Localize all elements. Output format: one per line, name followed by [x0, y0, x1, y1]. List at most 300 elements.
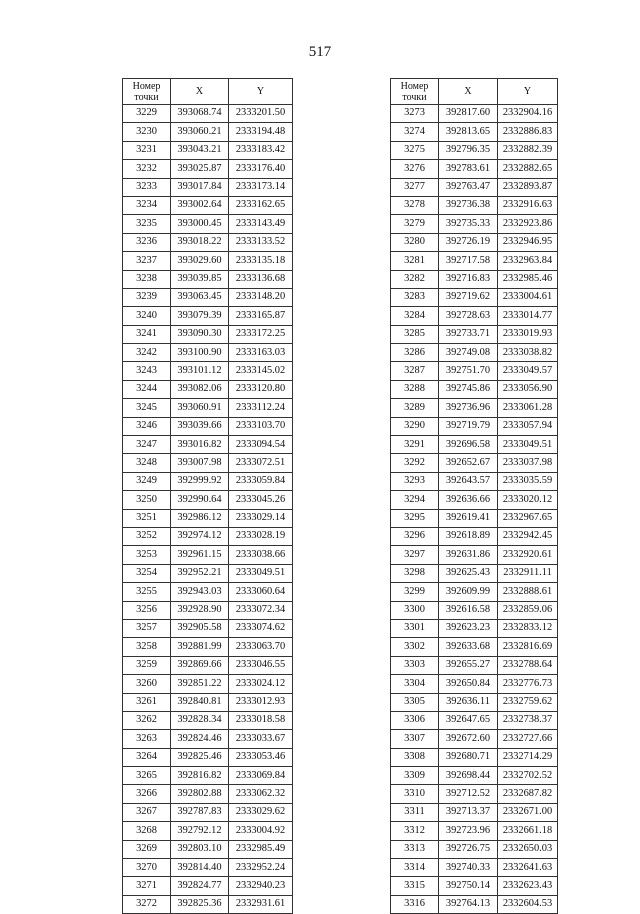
table-row: [123, 123, 293, 141]
table-row: [123, 767, 293, 785]
cell-y: 2333074.62: [229, 619, 293, 637]
cell-y: 2333012.93: [229, 693, 293, 711]
cell-y: 2333029.14: [229, 509, 293, 527]
cell-x: 392952.21: [171, 564, 229, 582]
cell-x: 393079.39: [171, 307, 229, 325]
cell-y: 2333038.82: [498, 344, 558, 362]
table-row: [123, 436, 293, 454]
table-row: [391, 178, 558, 196]
cell-point-number: 3285: [391, 325, 439, 343]
cell-y: 2332661.18: [498, 822, 558, 840]
cell-point-number: 3253: [123, 546, 171, 564]
cell-point-number: 3286: [391, 344, 439, 362]
table-row: [391, 675, 558, 693]
table-header-row: [391, 79, 558, 105]
table-row: [391, 859, 558, 877]
cell-x: 393000.45: [171, 215, 229, 233]
cell-point-number: 3263: [123, 730, 171, 748]
cell-y: 2332714.29: [498, 748, 558, 766]
cell-y: 2333056.90: [498, 380, 558, 398]
table-row: [391, 436, 558, 454]
cell-x: 393060.91: [171, 399, 229, 417]
cell-point-number: 3300: [391, 601, 439, 619]
cell-x: 392633.68: [439, 638, 498, 656]
table-row: [123, 748, 293, 766]
cell-x: 392750.14: [439, 877, 498, 895]
cell-point-number: 3284: [391, 307, 439, 325]
table-row: [391, 767, 558, 785]
cell-point-number: 3251: [123, 509, 171, 527]
cell-x: 393100.90: [171, 344, 229, 362]
table-row: [391, 638, 558, 656]
table-row: [123, 252, 293, 270]
cell-y: 2333163.03: [229, 344, 293, 362]
cell-y: 2333183.42: [229, 141, 293, 159]
cell-y: 2333057.94: [498, 417, 558, 435]
cell-y: 2332952.24: [229, 859, 293, 877]
cell-point-number: 3304: [391, 675, 439, 693]
cell-x: 393090.30: [171, 325, 229, 343]
cell-point-number: 3290: [391, 417, 439, 435]
table-row: [391, 583, 558, 601]
cell-point-number: 3232: [123, 160, 171, 178]
cell-point-number: 3274: [391, 123, 439, 141]
table-row: [123, 399, 293, 417]
table-row: [391, 564, 558, 582]
cell-x: 393002.64: [171, 196, 229, 214]
cell-y: 2333103.70: [229, 417, 293, 435]
table-row: [391, 454, 558, 472]
table-row: [123, 288, 293, 306]
cell-point-number: 3294: [391, 491, 439, 509]
cell-x: 392751.70: [439, 362, 498, 380]
cell-x: 392763.47: [439, 178, 498, 196]
cell-point-number: 3310: [391, 785, 439, 803]
table-row: [391, 748, 558, 766]
cell-x: 393029.60: [171, 252, 229, 270]
cell-point-number: 3312: [391, 822, 439, 840]
cell-y: 2332759.62: [498, 693, 558, 711]
cell-point-number: 3248: [123, 454, 171, 472]
page-number: 517: [308, 44, 332, 60]
table-row: [123, 141, 293, 159]
cell-point-number: 3262: [123, 711, 171, 729]
cell-y: 2333020.12: [498, 491, 558, 509]
cell-y: 2332940.23: [229, 877, 293, 895]
cell-point-number: 3233: [123, 178, 171, 196]
table-row: [391, 344, 558, 362]
cell-x: 393039.66: [171, 417, 229, 435]
coordinates-table-left: [122, 78, 293, 914]
cell-point-number: 3255: [123, 583, 171, 601]
cell-x: 392824.77: [171, 877, 229, 895]
cell-point-number: 3308: [391, 748, 439, 766]
table-row: [123, 895, 293, 913]
cell-y: 2332641.63: [498, 859, 558, 877]
table-row: [391, 491, 558, 509]
cell-x: 392825.46: [171, 748, 229, 766]
cell-x: 392824.46: [171, 730, 229, 748]
table-row: [123, 693, 293, 711]
cell-y: 2333014.77: [498, 307, 558, 325]
cell-y: 2333024.12: [229, 675, 293, 693]
cell-y: 2333029.62: [229, 803, 293, 821]
cell-point-number: 3316: [391, 895, 439, 913]
cell-x: 392625.43: [439, 564, 498, 582]
cell-point-number: 3301: [391, 619, 439, 637]
cell-y: 2332776.73: [498, 675, 558, 693]
cell-y: 2332923.86: [498, 215, 558, 233]
cell-x: 392999.92: [171, 472, 229, 490]
cell-y: 2333004.92: [229, 822, 293, 840]
cell-x: 392616.58: [439, 601, 498, 619]
table-row: [123, 583, 293, 601]
table-row: [391, 417, 558, 435]
table-row: [123, 638, 293, 656]
cell-x: 392792.12: [171, 822, 229, 840]
cell-point-number: 3269: [123, 840, 171, 858]
cell-x: 392974.12: [171, 527, 229, 545]
table-row: [391, 619, 558, 637]
table-row: [391, 141, 558, 159]
cell-point-number: 3257: [123, 619, 171, 637]
table-row: [391, 711, 558, 729]
cell-y: 2332882.65: [498, 160, 558, 178]
cell-y: 2333094.54: [229, 436, 293, 454]
cell-y: 2333063.70: [229, 638, 293, 656]
cell-x: 392813.65: [439, 123, 498, 141]
table-row: [391, 509, 558, 527]
header-point-number: Номер точки: [391, 79, 439, 105]
cell-point-number: 3303: [391, 656, 439, 674]
cell-x: 392650.84: [439, 675, 498, 693]
cell-point-number: 3264: [123, 748, 171, 766]
cell-y: 2332833.12: [498, 619, 558, 637]
cell-point-number: 3246: [123, 417, 171, 435]
table-row: [391, 546, 558, 564]
table-row: [391, 233, 558, 251]
cell-y: 2332650.03: [498, 840, 558, 858]
cell-y: 2333162.65: [229, 196, 293, 214]
cell-point-number: 3245: [123, 399, 171, 417]
cell-y: 2333004.61: [498, 288, 558, 306]
cell-y: 2333019.93: [498, 325, 558, 343]
cell-y: 2332920.61: [498, 546, 558, 564]
cell-x: 392881.99: [171, 638, 229, 656]
header-y: Y: [229, 79, 293, 105]
table-row: [123, 619, 293, 637]
cell-point-number: 3249: [123, 472, 171, 490]
cell-x: 392680.71: [439, 748, 498, 766]
header-point-number: Номер точки: [123, 79, 171, 105]
cell-x: 393025.87: [171, 160, 229, 178]
cell-point-number: 3267: [123, 803, 171, 821]
cell-x: 392802.88: [171, 785, 229, 803]
table-row: [123, 859, 293, 877]
cell-y: 2332893.87: [498, 178, 558, 196]
cell-y: 2333176.40: [229, 160, 293, 178]
cell-point-number: 3283: [391, 288, 439, 306]
cell-x: 392609.99: [439, 583, 498, 601]
cell-point-number: 3282: [391, 270, 439, 288]
table-row: [391, 215, 558, 233]
cell-x: 393068.74: [171, 105, 229, 123]
cell-point-number: 3273: [391, 105, 439, 123]
cell-point-number: 3306: [391, 711, 439, 729]
cell-point-number: 3252: [123, 527, 171, 545]
cell-x: 392745.86: [439, 380, 498, 398]
cell-x: 392716.83: [439, 270, 498, 288]
cell-x: 393017.84: [171, 178, 229, 196]
cell-y: 2332967.65: [498, 509, 558, 527]
cell-point-number: 3256: [123, 601, 171, 619]
cell-y: 2333033.67: [229, 730, 293, 748]
table-row: [391, 252, 558, 270]
table-row: [391, 399, 558, 417]
cell-x: 392723.96: [439, 822, 498, 840]
table-row: [391, 601, 558, 619]
cell-y: 2333046.55: [229, 656, 293, 674]
cell-x: 392828.34: [171, 711, 229, 729]
cell-y: 2333045.26: [229, 491, 293, 509]
cell-x: 393039.85: [171, 270, 229, 288]
cell-point-number: 3243: [123, 362, 171, 380]
cell-x: 392647.65: [439, 711, 498, 729]
table-row: [123, 803, 293, 821]
table-row: [391, 803, 558, 821]
table-row: [123, 711, 293, 729]
cell-point-number: 3289: [391, 399, 439, 417]
table-row: [123, 730, 293, 748]
cell-point-number: 3235: [123, 215, 171, 233]
cell-x: 392817.60: [439, 105, 498, 123]
table-row: [123, 160, 293, 178]
table-row: [391, 362, 558, 380]
cell-point-number: 3250: [123, 491, 171, 509]
cell-point-number: 3296: [391, 527, 439, 545]
cell-x: 392928.90: [171, 601, 229, 619]
cell-y: 2332604.53: [498, 895, 558, 913]
cell-point-number: 3234: [123, 196, 171, 214]
cell-x: 392851.22: [171, 675, 229, 693]
table-row: [391, 895, 558, 913]
cell-x: 392655.27: [439, 656, 498, 674]
table-row: [123, 417, 293, 435]
cell-y: 2333069.84: [229, 767, 293, 785]
cell-y: 2333112.24: [229, 399, 293, 417]
table-row: [123, 344, 293, 362]
table-row: [391, 785, 558, 803]
table-row: [391, 472, 558, 490]
table-row: [123, 380, 293, 398]
cell-y: 2332904.16: [498, 105, 558, 123]
cell-x: 393063.45: [171, 288, 229, 306]
table-row: [123, 601, 293, 619]
cell-x: 392733.71: [439, 325, 498, 343]
cell-y: 2333172.25: [229, 325, 293, 343]
coordinates-table-right: [390, 78, 558, 914]
cell-y: 2332963.84: [498, 252, 558, 270]
table-row: [391, 730, 558, 748]
cell-x: 392623.23: [439, 619, 498, 637]
cell-y: 2332985.46: [498, 270, 558, 288]
cell-point-number: 3309: [391, 767, 439, 785]
table-header-row: [123, 79, 293, 105]
table-row: [391, 196, 558, 214]
cell-y: 2333062.32: [229, 785, 293, 803]
table-row: [123, 509, 293, 527]
cell-x: 392618.89: [439, 527, 498, 545]
cell-y: 2332931.61: [229, 895, 293, 913]
cell-point-number: 3258: [123, 638, 171, 656]
cell-y: 2332916.63: [498, 196, 558, 214]
cell-x: 392631.86: [439, 546, 498, 564]
cell-y: 2333018.58: [229, 711, 293, 729]
cell-point-number: 3254: [123, 564, 171, 582]
cell-point-number: 3299: [391, 583, 439, 601]
table-row: [123, 822, 293, 840]
cell-x: 393016.82: [171, 436, 229, 454]
cell-y: 2333148.20: [229, 288, 293, 306]
table-row: [123, 564, 293, 582]
cell-point-number: 3287: [391, 362, 439, 380]
table-row: [123, 491, 293, 509]
cell-point-number: 3237: [123, 252, 171, 270]
cell-x: 392783.61: [439, 160, 498, 178]
cell-x: 392696.58: [439, 436, 498, 454]
cell-x: 392726.19: [439, 233, 498, 251]
cell-y: 2333145.02: [229, 362, 293, 380]
cell-y: 2332727.66: [498, 730, 558, 748]
cell-y: 2333059.84: [229, 472, 293, 490]
cell-x: 392643.57: [439, 472, 498, 490]
cell-y: 2333037.98: [498, 454, 558, 472]
cell-point-number: 3277: [391, 178, 439, 196]
cell-x: 392796.35: [439, 141, 498, 159]
cell-point-number: 3238: [123, 270, 171, 288]
cell-point-number: 3314: [391, 859, 439, 877]
cell-point-number: 3278: [391, 196, 439, 214]
cell-y: 2333194.48: [229, 123, 293, 141]
cell-x: 392816.82: [171, 767, 229, 785]
table-row: [123, 472, 293, 490]
table-row: [391, 656, 558, 674]
cell-point-number: 3307: [391, 730, 439, 748]
cell-x: 392740.33: [439, 859, 498, 877]
cell-x: 392672.60: [439, 730, 498, 748]
table-row: [123, 196, 293, 214]
table-row: [391, 527, 558, 545]
cell-point-number: 3260: [123, 675, 171, 693]
cell-y: 2332671.00: [498, 803, 558, 821]
table-row: [391, 325, 558, 343]
cell-y: 2333053.46: [229, 748, 293, 766]
cell-y: 2333049.51: [229, 564, 293, 582]
table-row: [391, 693, 558, 711]
cell-x: 392726.75: [439, 840, 498, 858]
cell-point-number: 3268: [123, 822, 171, 840]
cell-point-number: 3231: [123, 141, 171, 159]
cell-point-number: 3230: [123, 123, 171, 141]
table-row: [123, 527, 293, 545]
cell-point-number: 3266: [123, 785, 171, 803]
table-row: [391, 288, 558, 306]
cell-y: 2333136.68: [229, 270, 293, 288]
cell-x: 392736.96: [439, 399, 498, 417]
table-row: [123, 785, 293, 803]
table-row: [391, 380, 558, 398]
cell-point-number: 3279: [391, 215, 439, 233]
table-row: [123, 270, 293, 288]
cell-x: 392986.12: [171, 509, 229, 527]
table-row: [391, 822, 558, 840]
cell-x: 392719.79: [439, 417, 498, 435]
cell-y: 2332886.83: [498, 123, 558, 141]
cell-x: 392869.66: [171, 656, 229, 674]
cell-x: 392990.64: [171, 491, 229, 509]
cell-x: 392814.40: [171, 859, 229, 877]
cell-y: 2332946.95: [498, 233, 558, 251]
cell-y: 2332687.82: [498, 785, 558, 803]
cell-x: 392736.38: [439, 196, 498, 214]
cell-x: 392749.08: [439, 344, 498, 362]
cell-y: 2332911.11: [498, 564, 558, 582]
cell-x: 392636.66: [439, 491, 498, 509]
table-row: [391, 105, 558, 123]
table-row: [391, 307, 558, 325]
cell-point-number: 3292: [391, 454, 439, 472]
cell-y: 2332623.43: [498, 877, 558, 895]
table-row: [391, 123, 558, 141]
cell-x: 392961.15: [171, 546, 229, 564]
cell-point-number: 3241: [123, 325, 171, 343]
cell-y: 2333072.34: [229, 601, 293, 619]
cell-x: 392735.33: [439, 215, 498, 233]
cell-x: 393018.22: [171, 233, 229, 251]
cell-point-number: 3272: [123, 895, 171, 913]
cell-point-number: 3236: [123, 233, 171, 251]
cell-point-number: 3261: [123, 693, 171, 711]
cell-x: 392905.58: [171, 619, 229, 637]
cell-x: 392943.03: [171, 583, 229, 601]
cell-x: 392717.58: [439, 252, 498, 270]
table-row: [123, 454, 293, 472]
cell-point-number: 3240: [123, 307, 171, 325]
cell-y: 2332788.64: [498, 656, 558, 674]
cell-y: 2332985.49: [229, 840, 293, 858]
table-row: [123, 362, 293, 380]
cell-x: 392636.11: [439, 693, 498, 711]
cell-y: 2333060.64: [229, 583, 293, 601]
cell-point-number: 3315: [391, 877, 439, 895]
cell-point-number: 3247: [123, 436, 171, 454]
cell-point-number: 3297: [391, 546, 439, 564]
cell-x: 392698.44: [439, 767, 498, 785]
cell-x: 393082.06: [171, 380, 229, 398]
cell-y: 2332738.37: [498, 711, 558, 729]
header-x: X: [171, 79, 229, 105]
cell-y: 2332702.52: [498, 767, 558, 785]
cell-x: 392825.36: [171, 895, 229, 913]
table-row: [123, 178, 293, 196]
cell-x: 393007.98: [171, 454, 229, 472]
cell-point-number: 3259: [123, 656, 171, 674]
cell-point-number: 3244: [123, 380, 171, 398]
cell-point-number: 3288: [391, 380, 439, 398]
cell-y: 2332882.39: [498, 141, 558, 159]
table-row: [123, 877, 293, 895]
table-row: [391, 270, 558, 288]
